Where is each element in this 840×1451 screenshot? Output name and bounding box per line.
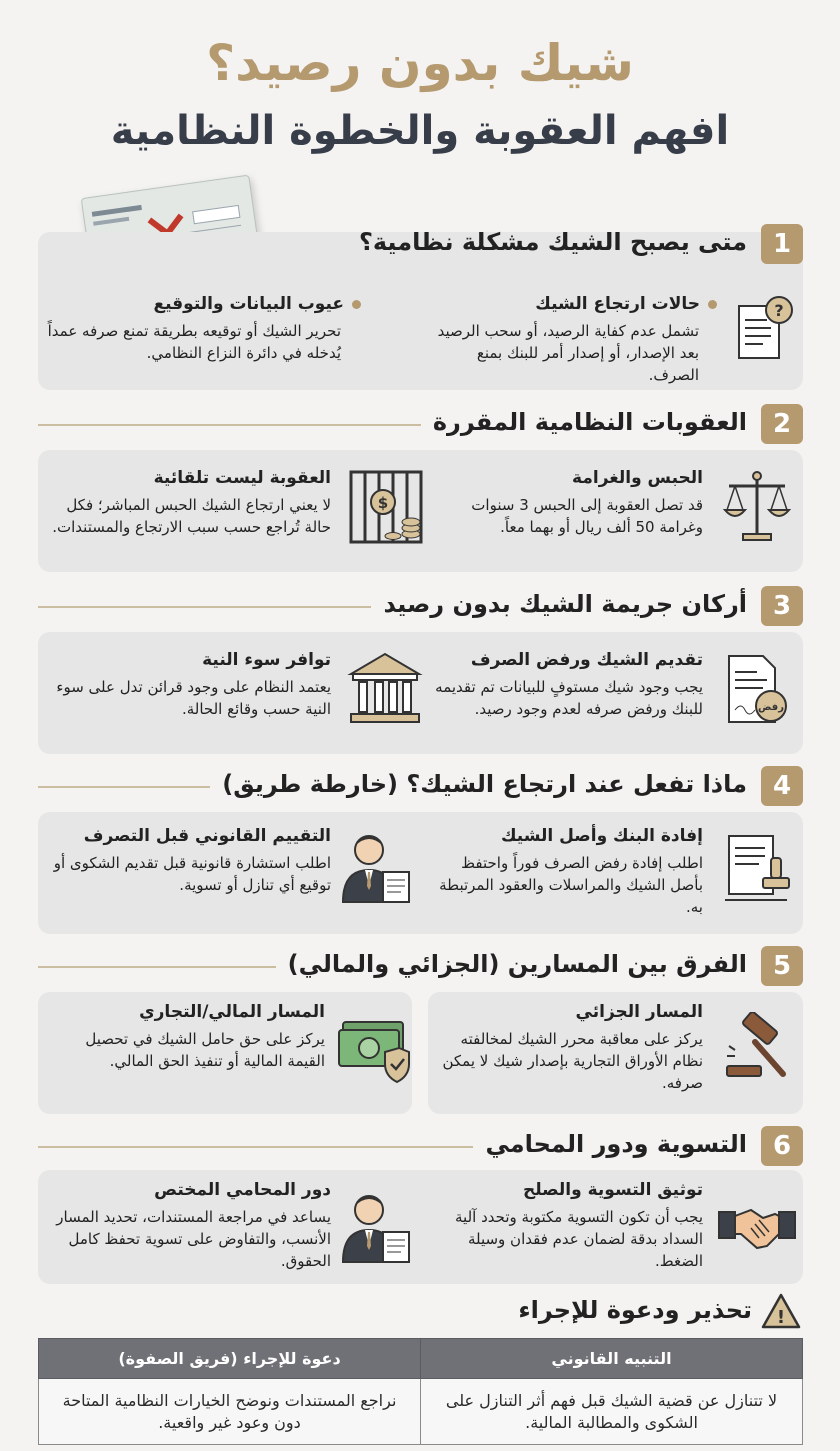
bank-building-icon xyxy=(347,650,423,730)
card-text: تحرير الشيك أو توقيعه بطريقة تمنع صرفه عمداً يُدخله في دائرة النزاع النظامي. xyxy=(47,322,341,362)
card-text: اطلب استشارة قانونية قبل تقديم الشكوى أو توقيع أي تنازل أو تسوية. xyxy=(53,854,331,894)
table-header-legal-notice: التنبيه القانوني xyxy=(421,1339,803,1379)
stamp-label: رفض xyxy=(758,702,784,713)
section-5 xyxy=(38,946,803,1116)
section-number: 5 xyxy=(761,946,803,986)
section-number: 3 xyxy=(761,586,803,626)
money-behind-bars-icon xyxy=(347,468,425,550)
document-with-stamp-icon xyxy=(721,830,793,912)
svg-text:$: $ xyxy=(377,494,389,512)
card-text: يركز على معاقبة محرر الشيك لمخالفته نظام الأوراق التجارية بإصدار شيك لا يمكن صرفه. xyxy=(442,1030,703,1092)
card-text: يعتمد النظام على وجود قرائن تدل على سوء النية حسب وقائع الحالة. xyxy=(56,678,331,718)
lawyer-with-document-icon xyxy=(339,830,413,910)
section-title: الفرق بين المسارين (الجزائي والمالي) xyxy=(276,950,747,978)
svg-text:?: ? xyxy=(774,301,784,320)
card-title: توافر سوء النية xyxy=(202,650,331,670)
warning-table xyxy=(38,1338,803,1445)
section-3 xyxy=(38,586,803,756)
card-text: يجب أن تكون التسوية مكتوبة وتحدد آلية السداد بدقة لضمان عدم فقدان وسيلة الضغط. xyxy=(455,1208,703,1270)
table-row xyxy=(39,1379,803,1445)
section-title: العقوبات النظامية المقررة xyxy=(421,408,747,436)
section-number: 4 xyxy=(761,766,803,806)
card-title: المسار الجزائي xyxy=(575,1002,703,1022)
card-text: يجب وجود شيك مستوفٍ للبيانات تم تقديمه للبنك ورفض صرفه لعدم وجود رصيد. xyxy=(435,678,703,718)
card-text: يركز على حق حامل الشيك في تحصيل القيمة المالية أو تنفيذ الحق المالي. xyxy=(85,1030,325,1070)
card-title: إفادة البنك وأصل الشيك xyxy=(500,826,703,846)
card-title: عيوب البيانات والتوقيع xyxy=(153,294,361,314)
warning-triangle-icon xyxy=(760,1292,802,1334)
card-title: التقييم القانوني قبل التصرف xyxy=(83,826,331,846)
page-subtitle: افهم العقوبة والخطوة النظامية xyxy=(110,108,730,154)
card-text: اطلب إفادة رفض الصرف فوراً واحتفظ بأصل الشيك والمراسلات والعقود المرتبطة به. xyxy=(439,854,703,916)
table-cell: لا تتنازل عن قضية الشيك قبل فهم أثر التنازل على الشكوى والمطالبة المالية. xyxy=(421,1379,803,1445)
scales-of-justice-icon xyxy=(721,468,793,550)
section-6 xyxy=(38,1126,803,1286)
section-title: متى يصبح الشيك مشكلة نظامية؟ xyxy=(358,228,747,256)
section-2 xyxy=(38,404,803,574)
card-title: حالات ارتجاع الشيك xyxy=(535,294,717,314)
warning-title: تحذير ودعوة للإجراء xyxy=(518,1296,752,1324)
rejected-document-stamp-icon xyxy=(723,650,789,732)
card-title: توثيق التسوية والصلح xyxy=(522,1180,703,1200)
card-text: يساعد في مراجعة المستندات، تحديد المسار الأنسب، والتفاوض على تسوية تحفظ كامل الحقوق. xyxy=(56,1208,331,1270)
section-title: أركان جريمة الشيك بدون رصيد xyxy=(371,590,747,618)
section-title: التسوية ودور المحامي xyxy=(473,1130,747,1158)
page-title: شيك بدون رصيد؟ xyxy=(206,34,634,92)
lawyer-with-document-icon xyxy=(339,1190,413,1270)
card-text: قد تصل العقوبة إلى الحبس 3 سنوات وغرامة 50 ألف ريال أو بهما معاً. xyxy=(471,496,703,536)
section-number: 1 xyxy=(761,224,803,264)
card-title: دور المحامي المختص xyxy=(154,1180,331,1200)
section-title: ماذا تفعل عند ارتجاع الشيك؟ (خارطة طريق) xyxy=(210,770,747,798)
gavel-icon xyxy=(721,1012,793,1088)
table-header-call-to-action: دعوة للإجراء (فريق الصفوة) xyxy=(39,1339,421,1379)
section-4 xyxy=(38,766,803,936)
svg-text:!: ! xyxy=(776,1307,786,1328)
cash-with-shield-icon xyxy=(335,1018,411,1088)
card-text: لا يعني ارتجاع الشيك الحبس المباشر؛ فكل حالة تُراجع حسب سبب الارتجاع والمستندات. xyxy=(52,496,331,536)
section-number: 2 xyxy=(761,404,803,444)
section-1 xyxy=(38,222,803,392)
bullet-icon xyxy=(708,300,717,309)
bullet-icon xyxy=(352,300,361,309)
handshake-icon xyxy=(717,1194,797,1262)
table-cell: نراجع المستندات ونوضح الخيارات النظامية المتاحة دون وعود غير واقعية. xyxy=(39,1379,421,1445)
card-title: تقديم الشيك ورفض الصرف xyxy=(470,650,703,670)
section-number: 6 xyxy=(761,1126,803,1166)
card-title: العقوبة ليست تلقائية xyxy=(153,468,331,488)
card-title: الحبس والغرامة xyxy=(572,468,703,488)
card-text: تشمل عدم كفاية الرصيد، أو سحب الرصيد بعد الإصدار، أو إصدار أمر للبنك بمنع الصرف. xyxy=(437,322,699,384)
card-title: المسار المالي/التجاري xyxy=(139,1002,325,1022)
document-question-icon xyxy=(733,294,795,368)
